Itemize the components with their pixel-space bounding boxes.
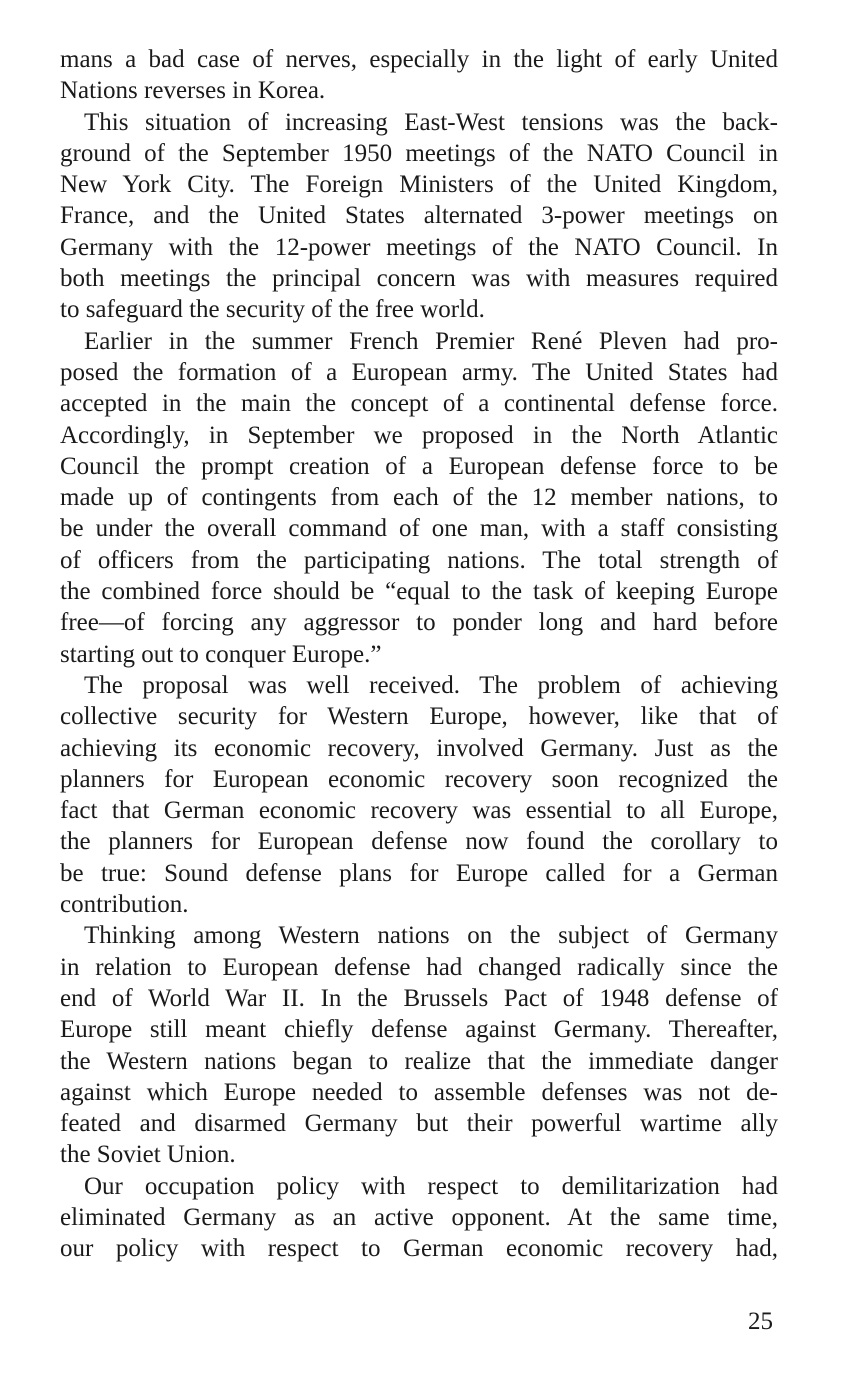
text-line: made up of contingents from each of the 12 member nations, to bbox=[60, 484, 778, 512]
text-line: starting out to conquer Europe.” bbox=[60, 640, 382, 668]
text-line: accepted in the main the concept of a continental defense force. bbox=[60, 390, 778, 418]
paragraph bbox=[60, 44, 778, 107]
text-line: the Western nations began to realize that the immediate danger bbox=[60, 1047, 778, 1075]
text-line: the planners for European defense now found the corollary to bbox=[60, 828, 778, 856]
text-line: Our occupation policy with respect to demilitarization had bbox=[84, 1172, 778, 1200]
text-line: ground of the September 1950 meetings of the NATO Council in bbox=[60, 139, 778, 167]
text-line: contribution. bbox=[60, 891, 189, 919]
text-line: Nations reverses in Korea. bbox=[60, 77, 326, 105]
text-line: our policy with respect to German economic recovery had, bbox=[60, 1235, 778, 1263]
text-line: Europe still meant chiefly defense against Germany. Thereafter, bbox=[60, 1016, 778, 1044]
text-line: Thinking among Western nations on the subject of Germany bbox=[84, 922, 778, 950]
text-line: New York City. The Foreign Ministers of the United Kingdom, bbox=[60, 171, 778, 199]
text-line: posed the formation of a European army. The United States had bbox=[60, 358, 778, 386]
text-line: The proposal was well received. The problem of achieving bbox=[84, 671, 778, 699]
text-line: France, and the United States alternated 3-power meetings on bbox=[60, 202, 778, 230]
text-line: Germany with the 12-power meetings of the NATO Council. In bbox=[60, 233, 778, 261]
text-line: Council the prompt creation of a European defense force to be bbox=[60, 452, 778, 480]
text-line: collective security for Western Europe, however, like that of bbox=[60, 703, 778, 731]
text-line: eliminated Germany as an active opponent. At the same time, bbox=[60, 1203, 778, 1231]
text-line: the combined force should be “equal to the task of keeping Europe bbox=[60, 578, 778, 606]
paragraph bbox=[60, 920, 778, 1170]
text-line: be under the overall command of one man, with a staff consisting bbox=[60, 515, 778, 543]
text-line: Accordingly, in September we proposed in the North Atlantic bbox=[60, 421, 778, 449]
paragraph bbox=[60, 107, 778, 326]
text-line: in relation to European defense had changed radically since the bbox=[60, 953, 778, 981]
text-line: to safeguard the security of the free world. bbox=[60, 296, 485, 324]
text-line: end of World War II. In the Brussels Pact of 1948 defense of bbox=[60, 984, 778, 1012]
text-line: mans a bad case of nerves, especially in the light of early United bbox=[60, 46, 778, 73]
text-line: Earlier in the summer French Premier René Pleven had pro- bbox=[84, 327, 778, 355]
paragraph bbox=[60, 326, 778, 670]
text-line: This situation of increasing East-West tensions was the back- bbox=[84, 108, 778, 136]
text-line: achieving its economic recovery, involved Germany. Just as the bbox=[60, 734, 778, 762]
text-line: planners for European economic recovery soon recognized the bbox=[60, 765, 778, 793]
text-line: the Soviet Union. bbox=[60, 1141, 236, 1169]
text-line: be true: Sound defense plans for Europe called for a German bbox=[60, 859, 778, 887]
paragraph bbox=[60, 1171, 778, 1265]
text-line: against which Europe needed to assemble defenses was not de- bbox=[60, 1078, 778, 1106]
text-line: of officers from the participating nations. The total strength of bbox=[60, 546, 778, 574]
page-number: 25 bbox=[748, 1308, 773, 1335]
page-body bbox=[60, 44, 778, 1265]
text-line: feated and disarmed Germany but their powerful wartime ally bbox=[60, 1110, 778, 1138]
paragraph bbox=[60, 670, 778, 920]
text-line: both meetings the principal concern was with measures required bbox=[60, 265, 778, 293]
text-line: fact that German economic recovery was essential to all Europe, bbox=[60, 797, 778, 825]
text-line: free—of forcing any aggressor to ponder long and hard before bbox=[60, 609, 778, 637]
